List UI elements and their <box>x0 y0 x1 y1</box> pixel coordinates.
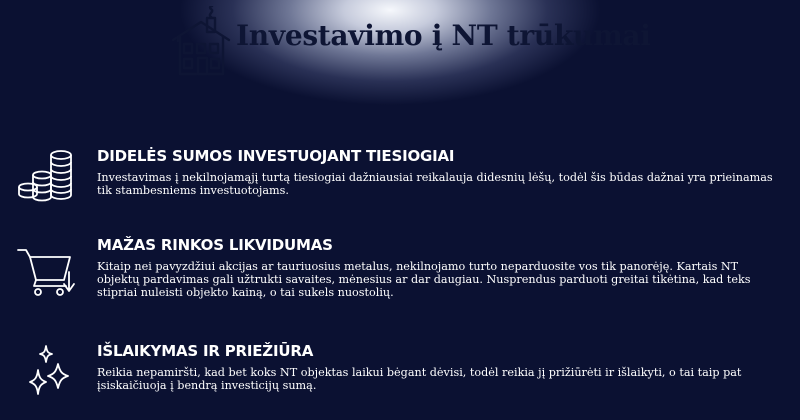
shopping-cart-down-arrow-icon <box>14 244 78 308</box>
section-heading: MAŽAS RINKOS LIKVIDUMAS <box>97 236 333 254</box>
section-body: Kitaip nei pavyzdžiui akcijas ar tauriuosius metalus, nekilnojamo turto neparduosite vos tik panorėję. Kartais NT objektų pardavimas gali užtrukti savaites, mėnesius ar dar daugiau. Nusprendus parduoti greitai tikėtina, kad teks stipriai nuleisti objekto kainą, o tai sukels nuostolių. <box>97 260 751 299</box>
coin-stacks-icon <box>14 147 78 211</box>
section-heading: DIDELĖS SUMOS INVESTUOJANT TIESIOGIAI <box>97 147 455 165</box>
header <box>0 0 800 85</box>
section-heading: IŠLAIKYMAS IR PRIEŽIŪRA <box>97 342 314 360</box>
section-body: Reikia nepamiršti, kad bet koks NT objektas laikui bėgant dėvisi, todėl reikia jį prižiūrėti ir išlaikyti, o tai taip pat įsiskaičiuoja į bendrą investicijų sumą. <box>97 366 742 392</box>
sparkles-icon <box>14 342 78 406</box>
house-icon <box>170 6 232 76</box>
page-title: Investavimo į NT trūkumai <box>236 19 651 52</box>
section-body: Investavimas į nekilnojamąjį turtą tiesiogiai dažniausiai reikalauja didesnių lėšų, todėl šis būdas dažnai yra prieinamas tik stambesniems investuotojams. <box>97 171 773 197</box>
